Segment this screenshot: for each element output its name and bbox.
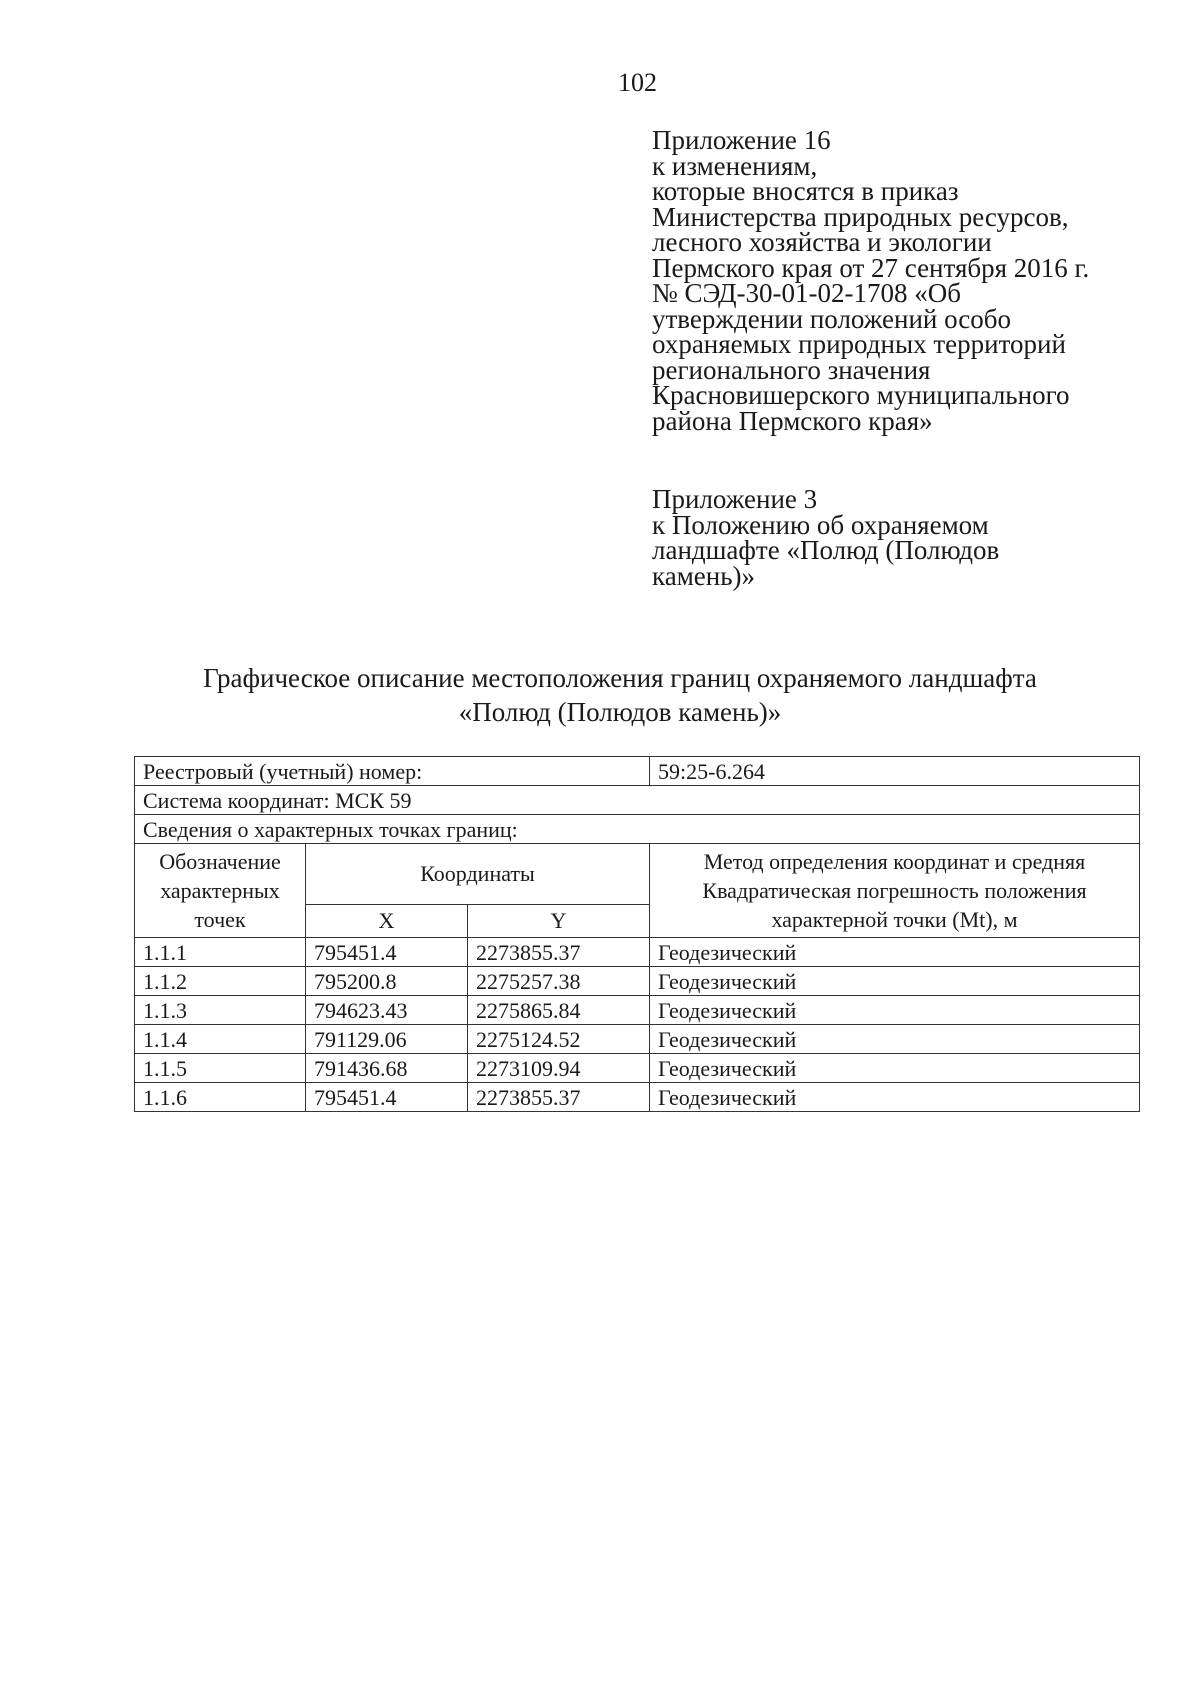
appendix-16-line: № СЭД-30-01-02-1708 «Об [652, 278, 961, 308]
registry-value: 59:25-6.264 [650, 757, 1140, 786]
appendix-3-block [652, 484, 1000, 591]
point-cell: 1.1.5 [135, 1054, 306, 1083]
coord-system: Система координат: МСК 59 [135, 786, 1140, 815]
method-cell: Геодезический [650, 1083, 1140, 1112]
appendix-16-line: регионального значения [652, 354, 931, 385]
document-title-line-2: «Полюд (Полюдов камень)» [458, 697, 782, 727]
x-cell: 795451.4 [306, 938, 468, 967]
method-cell: Геодезический [650, 938, 1140, 967]
appendix-16-line: Пермского края от 27 сентября 2016 г. [652, 252, 1090, 283]
appendix-16-line: охраняемых природных территорий [652, 329, 1066, 359]
points-info: Сведения о характерных точках границ: [135, 815, 1140, 844]
column-header-point: Обозначение характерных точек [135, 844, 306, 938]
registry-label: Реестровый (учетный) номер: [135, 757, 650, 786]
document-title [120, 661, 1120, 729]
table-row [135, 967, 1140, 996]
appendix-16-line: к изменениям, [652, 150, 818, 181]
column-header-x: X [306, 904, 468, 937]
appendix-16-line: Красновишерского муниципального [652, 380, 1070, 410]
y-cell: 2273109.94 [468, 1054, 650, 1083]
x-cell: 795451.4 [306, 1083, 468, 1112]
page-number: 102 [618, 68, 657, 97]
y-cell: 2275124.52 [468, 1025, 650, 1054]
y-cell: 2273855.37 [468, 938, 650, 967]
appendix-16-line: Приложение 16 [652, 125, 831, 155]
appendix-3-line: к Положению об охраняемом [652, 509, 989, 540]
table-row [135, 996, 1140, 1025]
method-cell: Геодезический [650, 1025, 1140, 1054]
method-cell: Геодезический [650, 967, 1140, 996]
appendix-3-line: Приложение 3 [652, 484, 818, 514]
point-cell: 1.1.4 [135, 1025, 306, 1054]
appendix-16-line: которые вносятся в приказ [652, 176, 959, 206]
x-cell: 791436.68 [306, 1054, 468, 1083]
header-row-1 [135, 844, 1140, 905]
y-cell: 2273855.37 [468, 1083, 650, 1112]
point-cell: 1.1.6 [135, 1083, 306, 1112]
table-row [135, 1083, 1140, 1112]
appendix-16-block [652, 125, 1090, 436]
boundary-points-table [134, 756, 1140, 1112]
appendix-16-line: утверждении положений особо [652, 303, 1012, 334]
table-row [135, 1025, 1140, 1054]
y-cell: 2275865.84 [468, 996, 650, 1025]
point-cell: 1.1.1 [135, 938, 306, 967]
appendix-3-line: камень)» [652, 560, 756, 591]
appendix-16-line: Министерства природных ресурсов, [652, 201, 1069, 232]
points-info-row [135, 815, 1140, 844]
appendix-3-line: ландшафте «Полюд (Полюдов [652, 535, 1000, 565]
column-header-method: Метод определения координат и средняя Квадратическая погрешность положения характерной точки (Mt), м [650, 844, 1140, 938]
point-cell: 1.1.2 [135, 967, 306, 996]
document-title-line-1: Графическое описание местоположения границ охраняемого ландшафта [203, 663, 1037, 693]
method-cell: Геодезический [650, 996, 1140, 1025]
coord-system-row [135, 786, 1140, 815]
point-cell: 1.1.3 [135, 996, 306, 1025]
x-cell: 795200.8 [306, 967, 468, 996]
registry-row [135, 757, 1140, 786]
y-cell: 2275257.38 [468, 967, 650, 996]
column-header-coords: Координаты [306, 844, 650, 905]
column-header-y: Y [468, 904, 650, 937]
x-cell: 794623.43 [306, 996, 468, 1025]
table-row [135, 938, 1140, 967]
method-cell: Геодезический [650, 1054, 1140, 1083]
x-cell: 791129.06 [306, 1025, 468, 1054]
appendix-16-line: района Пермского края» [652, 405, 933, 436]
appendix-16-line: лесного хозяйства и экологии [652, 227, 992, 257]
table-row [135, 1054, 1140, 1083]
